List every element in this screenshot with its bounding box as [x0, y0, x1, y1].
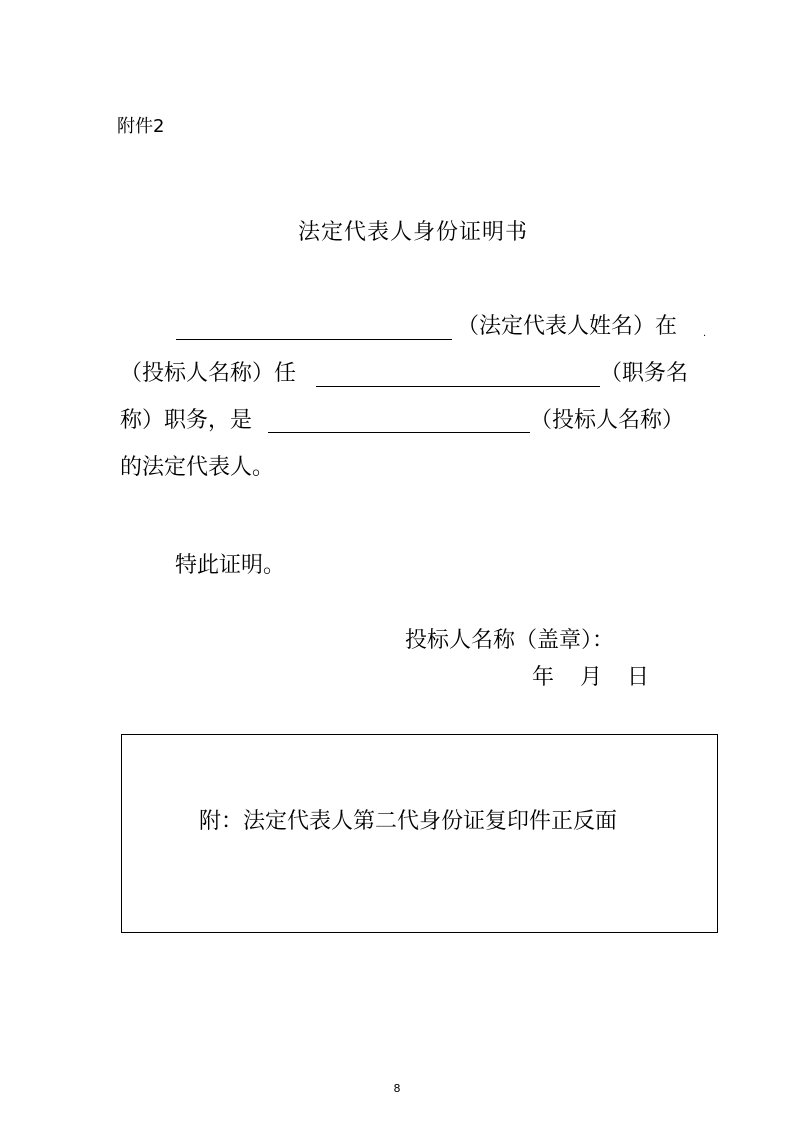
attachment-box-text: 附：法定代表人第二代身份证复印件正反面 [199, 809, 618, 834]
certification-text: 特此证明。 [175, 553, 286, 578]
document-title: 法定代表人身份证明书 [298, 220, 529, 245]
id-card-attachment-box [121, 734, 718, 933]
position-blank-line[interactable] [316, 386, 600, 387]
page-number: 8 [393, 1082, 401, 1095]
attachment-label: 附件2 [117, 116, 165, 137]
name-blank-line[interactable] [176, 339, 452, 340]
date-year: 年 [532, 665, 555, 690]
paragraph-line4: 的法定代表人。 [120, 455, 275, 480]
paragraph-line1-suffix: （法定代表人姓名）在 [457, 314, 678, 339]
paragraph-line3-suffix: （投标人名称） [530, 408, 685, 433]
date-day: 日 [627, 665, 650, 690]
stray-mark: . [703, 328, 707, 339]
paragraph-line3-prefix: 称）职务，是 [120, 408, 253, 433]
signature-label: 投标人名称（盖章）： [405, 628, 615, 653]
date-month: 月 [580, 665, 603, 690]
bidder-blank-line[interactable] [268, 432, 530, 433]
paragraph-line2-suffix: （职务名 [600, 361, 689, 386]
paragraph-line2-prefix: （投标人名称）任 [120, 361, 297, 386]
